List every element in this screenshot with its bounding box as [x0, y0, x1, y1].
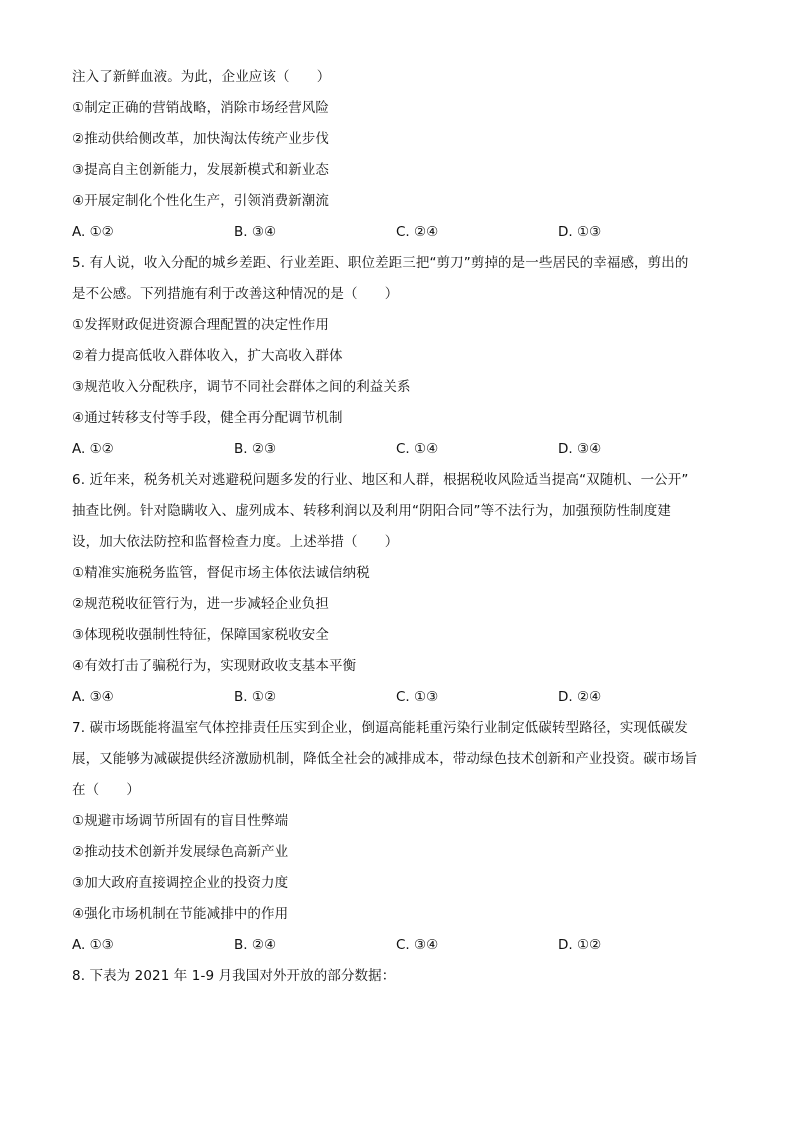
question-stem-line: 是不公感。下列措施有利于改善这种情况的是（ ） — [72, 286, 399, 302]
answer-choice-a: A. ①② — [72, 441, 114, 457]
question-6 — [72, 465, 722, 713]
option-item: ③体现税收强制性特征，保障国家税收安全 — [72, 627, 330, 643]
answer-choice-d: D. ②④ — [558, 689, 602, 705]
option-item: ②推动供给侧改革，加快淘汰传统产业步伐 — [72, 131, 330, 147]
option-item: ④强化市场机制在节能减排中的作用 — [72, 906, 289, 922]
option-item: ①制定正确的营销战略，消除市场经营风险 — [72, 100, 330, 116]
answer-choice-d: D. ①② — [558, 937, 602, 953]
option-item: ①规避市场调节所固有的盲目性弊端 — [72, 813, 289, 829]
question-stem-line: 7. 碳市场既能将温室气体控排责任压实到企业，倒逼高能耗重污染行业制定低碳转型路径，实现低碳发 — [72, 720, 688, 736]
answer-choices — [72, 434, 722, 465]
question-list — [72, 62, 722, 992]
question-stem-line: 展，又能够为减碳提供经济激励机制，降低全社会的减排成本，带动绿色技术创新和产业投资。碳市场旨 — [72, 751, 698, 767]
option-item: ④有效打击了骗税行为，实现财政收支基本平衡 — [72, 658, 357, 674]
question-stem-line: 设，加大依法防控和监督检查力度。上述举措（ ） — [72, 534, 399, 550]
answer-choice-a: A. ①③ — [72, 937, 114, 953]
question-stem-line: 6. 近年来，税务机关对逃避税问题多发的行业、地区和人群，根据税收风险适当提高“双随机、一公开” — [72, 472, 689, 488]
answer-choice-a: A. ③④ — [72, 689, 114, 705]
answer-choices — [72, 217, 722, 248]
answer-choice-d: D. ①③ — [558, 224, 602, 240]
question-stem-line: 8. 下表为 2021 年 1-9 月我国对外开放的部分数据： — [72, 968, 396, 984]
question-4 — [72, 62, 722, 248]
answer-choice-c: C. ①③ — [396, 689, 439, 705]
question-stem-line: 抽查比例。针对隐瞒收入、虚列成本、转移利润以及利用“阴阳合同”等不法行为，加强预防性制度建 — [72, 503, 671, 519]
answer-choices — [72, 930, 722, 961]
answer-choice-a: A. ①② — [72, 224, 114, 240]
option-item: ②规范税收征管行为，进一步减轻企业负担 — [72, 596, 330, 612]
answer-choice-b: B. ③④ — [234, 224, 277, 240]
answer-choices — [72, 682, 722, 713]
answer-choice-b: B. ②④ — [234, 937, 277, 953]
question-5 — [72, 248, 722, 465]
option-item: ①发挥财政促进资源合理配置的决定性作用 — [72, 317, 330, 333]
answer-choice-c: C. ②④ — [396, 224, 439, 240]
option-item: ③规范收入分配秩序，调节不同社会群体之间的利益关系 — [72, 379, 411, 395]
option-item: ④开展定制化个性化生产，引领消费新潮流 — [72, 193, 330, 209]
option-item: ①精准实施税务监管，督促市场主体依法诚信纳税 — [72, 565, 370, 581]
option-item: ④通过转移支付等手段，健全再分配调节机制 — [72, 410, 343, 426]
answer-choice-d: D. ③④ — [558, 441, 602, 457]
question-7 — [72, 713, 722, 961]
question-stem-line: 5. 有人说，收入分配的城乡差距、行业差距、职位差距三把“剪刀”剪掉的是一些居民的幸福感，剪出的 — [72, 255, 689, 271]
question-stem-line: 在（ ） — [72, 782, 140, 798]
option-item: ②着力提高低收入群体收入，扩大高收入群体 — [72, 348, 343, 364]
question-8 — [72, 961, 722, 992]
option-item: ②推动技术创新并发展绿色高新产业 — [72, 844, 289, 860]
answer-choice-c: C. ③④ — [396, 937, 439, 953]
option-item: ③提高自主创新能力，发展新模式和新业态 — [72, 162, 330, 178]
answer-choice-b: B. ②③ — [234, 441, 277, 457]
answer-choice-c: C. ①④ — [396, 441, 439, 457]
question-stem-line: 注入了新鲜血液。为此，企业应该（ ） — [72, 69, 331, 85]
option-item: ③加大政府直接调控企业的投资力度 — [72, 875, 289, 891]
answer-choice-b: B. ①② — [234, 689, 277, 705]
